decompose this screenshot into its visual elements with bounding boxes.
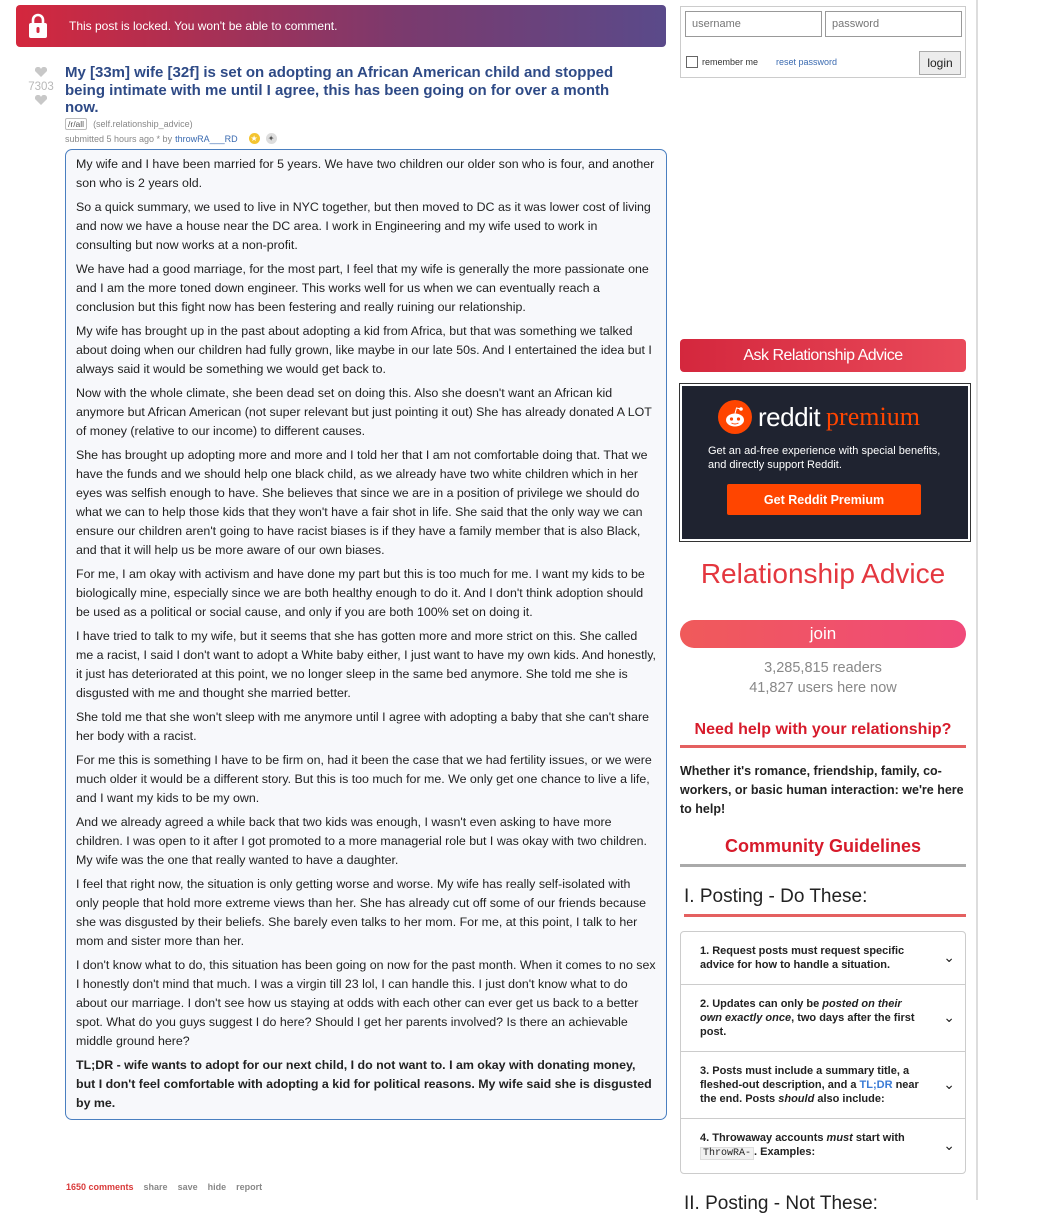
login-form — [680, 6, 966, 78]
page-divider — [976, 0, 978, 1200]
rule-item-4[interactable] — [681, 1119, 965, 1173]
locked-post-banner — [16, 5, 666, 47]
readers-count: 3,285,815 readers — [764, 660, 882, 676]
comments-link[interactable]: 1650 comments — [66, 1182, 134, 1192]
rule-emphasis: should — [778, 1093, 815, 1105]
post-meta — [65, 133, 277, 144]
post-paragraph: I feel that right now, the situation is only getting worse and worse. My wife has really self-isolated with only people that hold more extreme views than her. She has already cut off some of our friends because she was disgusted by their beliefs. She barely even talks to her mom. For me, at this point, I talk to her mom and sister more than her. — [76, 877, 647, 948]
post-paragraph: I have tried to talk to my wife, but it seems that she has gotten more and more strict on this. She called me a racist, I said I don't want to adopt a White baby either, I just want to have my own kids. And honestly, it just has deteriorated at this point, we no longer sleep in the same bed anymore. She told me she is disgusted with me and thought she married better. — [76, 629, 656, 700]
post-paragraph: For me, I am okay with activism and have done my part but this is too much for me. I want my kids to be biologically mine, especially since we are both healthy enough to do it. And I don't think adoption should be used as a political or social cause, and only if you are both 100% set on doing it. — [76, 567, 645, 619]
premium-word: premium — [826, 402, 920, 431]
guidelines-heading: Community Guidelines — [680, 836, 966, 867]
premium-description: Get an ad-free experience with special benefits, and directly support Reddit. — [708, 445, 941, 471]
save-link[interactable]: save — [177, 1182, 198, 1192]
rule-emphasis: must — [826, 1132, 853, 1144]
post-tldr: TL;DR - wife wants to adopt for our next child, I do not want to. I am okay with donating money, but I don't feel comfortable with adopting a kid for political reasons. My wife said she is disgusted by me. — [76, 1058, 652, 1110]
post-domain[interactable]: (self.relationship_advice) — [93, 119, 193, 129]
post-actions — [66, 1182, 262, 1192]
upvote-icon[interactable] — [26, 66, 56, 80]
remember-me[interactable] — [686, 56, 758, 68]
vote-column — [26, 66, 56, 108]
online-count: 41,827 users here now — [749, 680, 897, 696]
post-flair-row — [65, 118, 193, 130]
post-paragraph: For me this is something I have to be firm on, had it been the case that we had fertility issues, or we were much older it would be a different story. But this is too much for me. We only get one chance to live a life, and I want my kids to be my own. — [76, 753, 652, 805]
hide-link[interactable]: hide — [207, 1182, 227, 1192]
post-paragraph: I don't know what to do, this situation has been going on now for the past month. When it comes to no sex I honestly don't mind that much. I was a virgin till 23 lol, I can handle this. I just don't know what to do about our marriage. I don't see how us staying at odds with each other can ever get us back to a better spot. What do you guys suggest I do here? Should I get her parents involved? Is there an achievable middle ground here? — [76, 958, 656, 1048]
premium-logo — [718, 400, 920, 434]
help-heading: Need help with your relationship? — [680, 721, 966, 748]
rule-text: , two days after the first post. — [700, 1012, 915, 1038]
downvote-icon[interactable] — [26, 94, 56, 108]
post-paragraph: She told me that she won't sleep with me anymore until I agree with adopting a baby that she can't share her body with a racist. — [76, 710, 649, 743]
post-paragraph: She has brought up adopting more and more and I told her that I am not comfortable doing that. That we have the funds and we should help one black child, as we already have two white children which in her eyes was selfish enough to have. She believes that since we are in a position of privilege we should do what we can to help those kids that they won't have a fair shot in life. She said that the only way we can ensure our children aren't going to have racist biases is if they have a family member that is also Black, and that it will help us be more aware of our own biases. — [76, 448, 648, 557]
rule-text: . Examples: — [754, 1146, 816, 1158]
reddit-premium-ad — [680, 384, 970, 541]
post-body — [65, 149, 667, 1120]
rule-text: 2. Updates can only be — [700, 998, 823, 1010]
post-paragraph: We have had a good marriage, for the most part, I feel that my wife is generally the more passionate one and I am the more toned down engineer. This works well for us when we can eventually reach a conclusion but this fight now has been festering and really ruining our relationship. — [76, 262, 649, 314]
premium-reddit-word: reddit — [758, 401, 821, 432]
username-input[interactable] — [685, 11, 822, 37]
reset-password-link[interactable]: reset password — [776, 57, 838, 67]
subreddit-name: Relationship Advice — [700, 558, 946, 589]
vote-score: 7303 — [28, 81, 54, 93]
posting-dont-heading: II. Posting - Not These: — [684, 1193, 878, 1214]
post-paragraph: And we already agreed a while back that two kids was enough, I wasn't even asking to have more children. I was open to it after I got promoted to a more managerial role but I was okay with two children. My wife was the one that really wanted to have a daughter. — [76, 815, 647, 867]
chevron-down-icon[interactable]: ⌄ — [943, 1137, 955, 1153]
rule-item-3[interactable] — [681, 1052, 965, 1119]
remember-label: remember me — [702, 57, 759, 67]
post-paragraph: My wife and I have been married for 5 years. We have two children our older son who is four, and another son who is 2 years old. — [76, 157, 655, 190]
subscriber-info — [680, 658, 966, 698]
help-text: Whether it's romance, friendship, family, co-workers, or basic human interaction: we're here to help! — [680, 764, 964, 816]
posting-do-heading: I. Posting - Do These: — [684, 886, 966, 917]
reddit-alien-icon — [718, 400, 752, 434]
post-title[interactable]: My [33m] wife [32f] is set on adopting an African American child and stopped being intimate with me until I agree, this has been going on for over a month now. — [65, 64, 614, 116]
chevron-down-icon[interactable]: ⌄ — [943, 1076, 955, 1092]
password-input[interactable] — [825, 11, 962, 37]
rule-item-1[interactable] — [681, 932, 965, 985]
rule-emphasis: posted on their own exactly once — [700, 998, 902, 1024]
ask-advice-button[interactable]: Ask Relationship Advice — [680, 339, 966, 372]
locked-message: This post is locked. You won't be able to comment. — [69, 19, 338, 33]
post-paragraph: Now with the whole climate, she been dead set on doing this. Also she doesn't want an African kid anymore but African American (not super relevant but just pointing it out) She has already donated A LOT of money (relative to our income) to different causes. — [76, 386, 652, 438]
rule-code: ThrowRA- — [700, 1147, 754, 1160]
flair-tag[interactable]: /r/all — [65, 118, 87, 130]
remember-checkbox[interactable] — [686, 56, 698, 68]
award-gold-icon[interactable]: ★ — [250, 134, 258, 143]
author-link[interactable]: throwRA___RD — [175, 133, 238, 144]
rules-list — [680, 931, 966, 1174]
post-paragraph: So a quick summary, we used to live in NYC together, but then moved to DC as it was lower cost of living and now we have a house near the DC area. I work in Engineering and my wife used to work in consulting but now works at a non-profit. — [76, 200, 651, 252]
rule-text: near the end. Posts — [700, 1079, 919, 1105]
join-button[interactable]: join — [680, 620, 966, 648]
get-premium-button[interactable]: Get Reddit Premium — [727, 484, 921, 515]
login-button[interactable]: login — [919, 51, 961, 75]
rule-text: 4. Throwaway accounts — [700, 1132, 827, 1144]
share-link[interactable]: share — [143, 1182, 168, 1192]
rule-item-2[interactable] — [681, 985, 965, 1052]
rule-text: 3. Posts must include a summary title, a fleshed-out description, and a — [700, 1065, 910, 1091]
chevron-down-icon[interactable]: ⌄ — [943, 1009, 955, 1025]
report-link[interactable]: report — [236, 1182, 263, 1192]
rule-text: start with — [852, 1132, 905, 1144]
chevron-down-icon[interactable]: ⌄ — [943, 949, 955, 965]
post-paragraph: My wife has brought up in the past about adopting a kid from Africa, but that was something we talked about doing when our children had fully grown, like maybe in our late 50s. And I entertained the idea but I always said it would be something we would get back to. — [76, 324, 652, 376]
rule-text: also include: — [814, 1093, 885, 1105]
submitted-text: submitted 5 hours ago * by — [65, 133, 173, 144]
award-silver-icon[interactable]: ✦ — [266, 133, 277, 144]
rule-text: 1. Request posts must request specific advice for how to handle a situation. — [700, 945, 905, 971]
tldr-link[interactable]: TL;DR — [859, 1079, 893, 1091]
lock-icon — [16, 5, 60, 47]
